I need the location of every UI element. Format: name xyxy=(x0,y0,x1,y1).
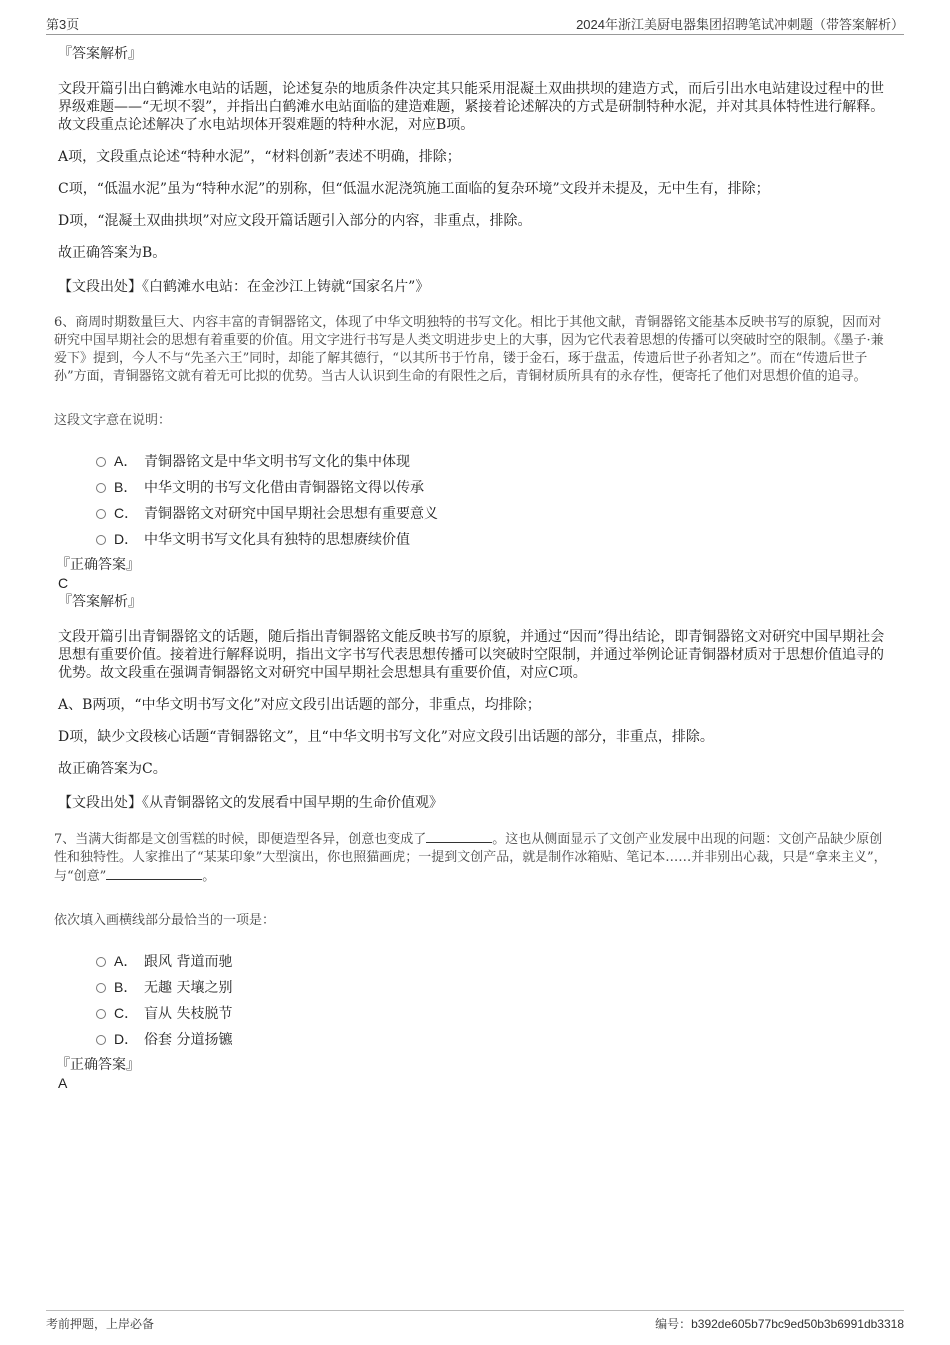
q5-analysis-paragraph: C项，“低温水泥”虽为“特种水泥”的别称，但“低温水泥浇筑施工面临的复杂环境”文段并未提及，无中生有，排除； xyxy=(58,181,770,197)
fill-blank xyxy=(426,830,492,843)
q5-analysis-label: 『答案解析』 xyxy=(58,46,142,62)
q6-question-text: 6、商周时期数量巨大、内容丰富的青铜器铭文，体现了中华文明独特的书写文化。相比于其他文献，青铜器铭文能基本反映书写的原貌，因而对研究中国早期社会的思想有着重要的价值。用文字进行书写是人类文明进步史上的大事，因为它代表着思想的传播可以突破时空的限制。《墨子·兼爱下》提到，今人不与“先圣六王”同时，却能了解其德行，“以其所书于竹帛，镂于金石，琢于盘盂，传遗后世子孙者知之”。而在“传遗后世子孙”方面，青铜器铭文就有着无可比拟的优势。当古人认识到生命的有限性之后，青铜材质所具有的永存性，便寄托了他们对思想价值的追寻。 xyxy=(54,315,884,384)
q7-options xyxy=(96,948,890,1052)
source-label: 【文段出处】 xyxy=(58,795,142,811)
radio-icon[interactable] xyxy=(96,535,106,545)
radio-icon[interactable] xyxy=(96,957,106,967)
q7-answer: A xyxy=(58,1075,68,1091)
source-label: 【文段出处】 xyxy=(58,279,142,295)
footer-serial: 编号：b392de605b77bc9ed50b3b6991db3318 xyxy=(655,1317,904,1331)
document-title: 2024年浙江美厨电器集团招聘笔试冲刺题（带答案解析） xyxy=(576,17,904,32)
q7-option-c[interactable]: C． 盲从 失枝脱节 xyxy=(96,1000,890,1026)
q6-analysis-paragraph: A、B两项，“中华文明书写文化”对应文段引出话题的部分，非重点，均排除； xyxy=(58,697,541,713)
radio-icon[interactable] xyxy=(96,483,106,493)
q7-option-a[interactable]: A． 跟风 背道而驰 xyxy=(96,948,890,974)
q7-answer-label: 『正确答案』 xyxy=(56,1057,140,1073)
q6-prompt: 这段文字意在说明： xyxy=(54,413,172,428)
q7-prompt: 依次填入画横线部分最恰当的一项是： xyxy=(54,913,276,928)
q5-source xyxy=(58,278,890,296)
radio-icon[interactable] xyxy=(96,1035,106,1045)
q6-option-b[interactable]: B． 中华文明的书写文化借由青铜器铭文得以传承 xyxy=(96,474,890,500)
q5-analysis-paragraph: 故正确答案为B。 xyxy=(58,245,167,261)
page-footer xyxy=(46,1310,904,1331)
radio-icon[interactable] xyxy=(96,983,106,993)
q6-source xyxy=(58,794,890,812)
q6-option-d[interactable]: D． 中华文明书写文化具有独特的思想赓续价值 xyxy=(96,526,890,552)
footer-slogan: 考前押题，上岸必备 xyxy=(46,1317,155,1331)
q7-option-b[interactable]: B． 无趣 天壤之别 xyxy=(96,974,890,1000)
page-header xyxy=(46,12,904,35)
q6-source-title: 《从青铜器铭文的发展看中国早期的生命价值观》 xyxy=(142,795,443,811)
q6-analysis-paragraph: 文段开篇引出青铜器铭文的话题，随后指出青铜器铭文能反映书写的原貌，并通过“因而”得出结论，即青铜器铭文对研究中国早期社会思想有重要价值。接着进行解释说明，指出文字书写代表思想传播可以突破时空限制，并通过举例论证青铜器材质对于思想价值追寻的优势。故文段重在强调青铜器铭文对研究中国早期社会思想具有重要价值，对应C项。 xyxy=(58,629,885,681)
page-number: 第3页 xyxy=(46,17,80,32)
q6-analysis-paragraph: 故正确答案为C。 xyxy=(58,761,167,777)
fill-blank xyxy=(106,867,202,880)
radio-icon[interactable] xyxy=(96,1009,106,1019)
q6-analysis-paragraph: D项，缺少文段核心话题“青铜器铭文”，且“中华文明书写文化”对应文段引出话题的部分，非重点，排除。 xyxy=(58,729,714,745)
q6-answer: C xyxy=(58,575,69,591)
radio-icon[interactable] xyxy=(96,509,106,519)
q5-analysis-paragraph: 文段开篇引出白鹤滩水电站的话题，论述复杂的地质条件决定其只能采用混凝土双曲拱坝的建造方式，而后引出水电站建设过程中的世界级难题——“无坝不裂”，并指出白鹤滩水电站面临的建造难题，紧接着论述解决的方式是研制特种水泥，并对其具体特性进行解释。故文段重点论述解决了水电站坝体开裂难题的特种水泥，对应B项。 xyxy=(58,81,885,133)
q6-analysis-label: 『答案解析』 xyxy=(58,594,142,610)
radio-icon[interactable] xyxy=(96,457,106,467)
q6-option-c[interactable]: C． 青铜器铭文对研究中国早期社会思想有重要意义 xyxy=(96,500,890,526)
q7-question-text: 7、当满大街都是文创雪糕的时候，即便造型各异，创意也变成了 。这也从侧面显示了文创产业发展中出现的问题：文创产品缺少原创性和独特性。人家推出了“某某印象”大型演出，你也照猫画虎；一提到文创产品，就是制作冰箱贴、笔记本……并非别出心裁，只是“拿来主义”，与“创意” 。 xyxy=(54,832,887,884)
q5-analysis-paragraph: D项，“混凝土双曲拱坝”对应文段开篇话题引入部分的内容，非重点，排除。 xyxy=(58,213,532,229)
q6-options xyxy=(96,448,890,552)
q7-option-d[interactable]: D． 俗套 分道扬镳 xyxy=(96,1026,890,1052)
q6-option-a[interactable]: A． 青铜器铭文是中华文明书写文化的集中体现 xyxy=(96,448,890,474)
q6-answer-label: 『正确答案』 xyxy=(56,557,140,573)
q5-analysis-paragraph: A项，文段重点论述“特种水泥”，“材料创新”表述不明确，排除； xyxy=(58,149,461,165)
q5-source-title: 《白鹤滩水电站：在金沙江上铸就“国家名片”》 xyxy=(142,279,430,295)
page-content xyxy=(56,44,890,1092)
